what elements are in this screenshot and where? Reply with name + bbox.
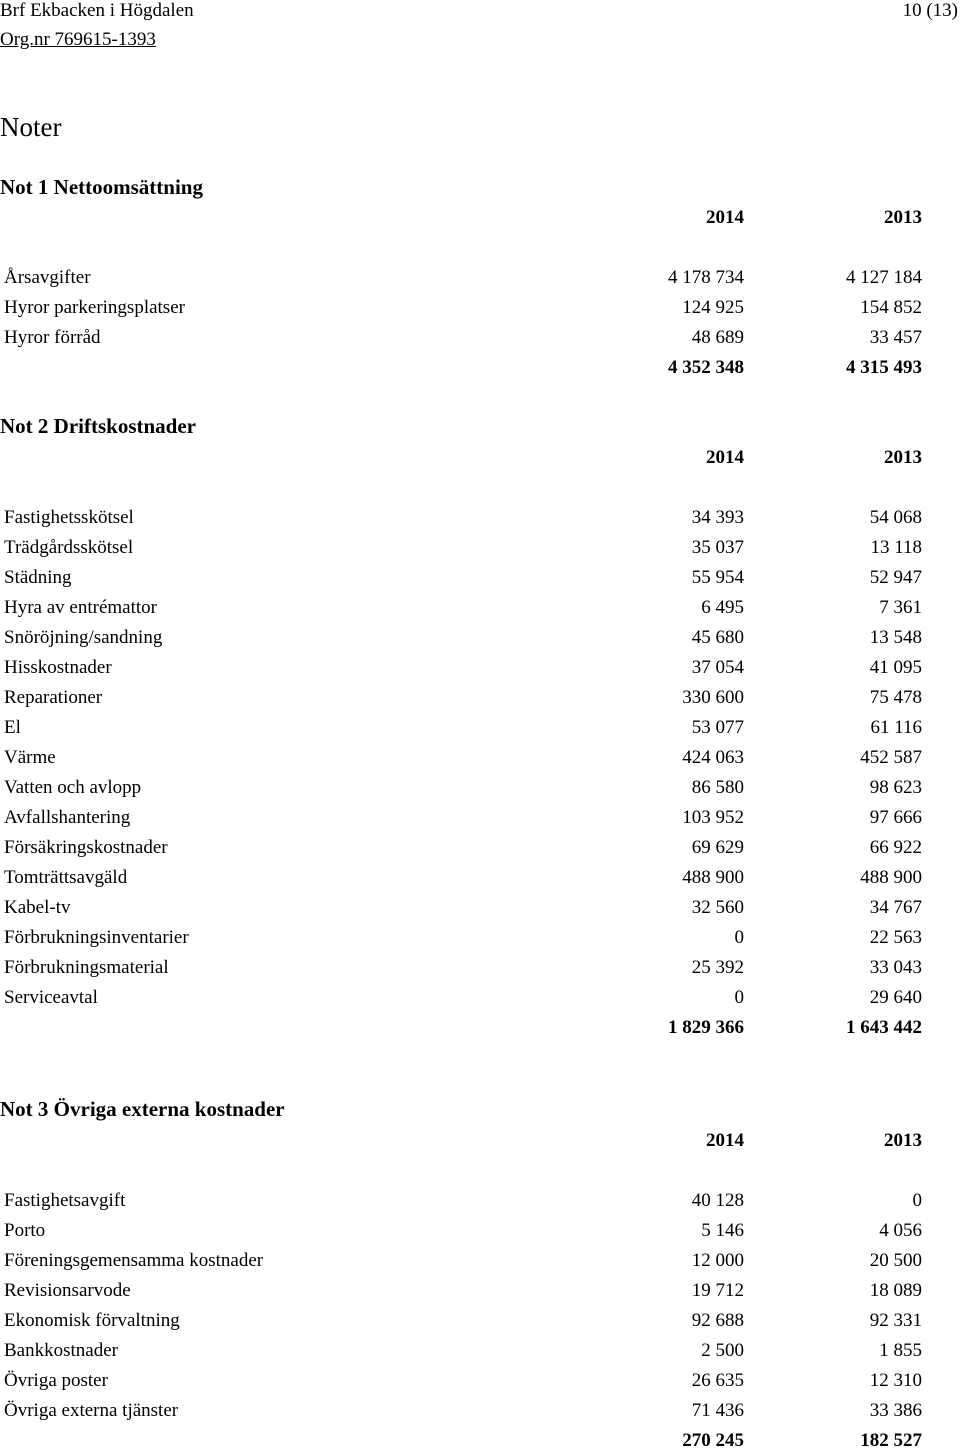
row-value-2014: 55 954 bbox=[691, 567, 744, 588]
row-value-2013: 1 855 bbox=[879, 1340, 922, 1361]
note-2-title: Not 2 Driftskostnader bbox=[0, 414, 196, 438]
row-value-2013: 29 640 bbox=[869, 987, 922, 1008]
row-value-2014: 103 952 bbox=[682, 807, 744, 828]
table-row bbox=[0, 833, 960, 863]
row-label: Revisionsarvode bbox=[4, 1280, 131, 1301]
table-row bbox=[0, 293, 960, 323]
row-value-2013: 452 587 bbox=[860, 747, 922, 768]
total-row bbox=[0, 1013, 960, 1043]
row-value-2014: 37 054 bbox=[691, 657, 744, 678]
row-label: Snöröjning/sandning bbox=[4, 627, 163, 648]
note-1-year-header bbox=[0, 203, 960, 233]
row-value-2014: 0 bbox=[734, 927, 744, 948]
row-value-2013: 33 386 bbox=[869, 1400, 922, 1421]
table-row bbox=[0, 983, 960, 1013]
row-value-2013: 41 095 bbox=[869, 657, 922, 678]
table-row bbox=[0, 1336, 960, 1366]
row-value-2014: 40 128 bbox=[691, 1190, 744, 1211]
row-value-2013: 22 563 bbox=[869, 927, 922, 948]
table-row bbox=[0, 893, 960, 923]
table-row bbox=[0, 1186, 960, 1216]
row-label: Årsavgifter bbox=[4, 267, 91, 288]
table-row bbox=[0, 683, 960, 713]
row-value-2013: 13 118 bbox=[870, 537, 922, 558]
row-label: Hyra av entrémattor bbox=[4, 597, 157, 618]
row-label: Fastighetsskötsel bbox=[4, 507, 134, 528]
row-label: Kabel-tv bbox=[4, 897, 71, 918]
row-value-2014: 12 000 bbox=[691, 1250, 744, 1271]
table-row bbox=[0, 773, 960, 803]
row-value-2014: 0 bbox=[734, 987, 744, 1008]
year-col-1: 2014 bbox=[706, 207, 744, 228]
row-label: Förbrukningsmaterial bbox=[4, 957, 169, 978]
org-number: Org.nr 769615-1393 bbox=[0, 29, 156, 50]
row-value-2014: 69 629 bbox=[691, 837, 744, 858]
row-label: Tomträttsavgäld bbox=[4, 867, 128, 888]
note-3-year-header bbox=[0, 1126, 960, 1156]
row-value-2014: 330 600 bbox=[682, 687, 744, 708]
row-value-2014: 34 393 bbox=[691, 507, 744, 528]
row-value-2014: 35 037 bbox=[691, 537, 744, 558]
total-value-2014: 270 245 bbox=[682, 1430, 744, 1451]
row-value-2014: 32 560 bbox=[691, 897, 744, 918]
year-col-2: 2013 bbox=[884, 1130, 922, 1151]
row-label: Föreningsgemensamma kostnader bbox=[4, 1250, 264, 1271]
year-col-1: 2014 bbox=[706, 1130, 744, 1151]
row-value-2014: 45 680 bbox=[691, 627, 744, 648]
table-row bbox=[0, 953, 960, 983]
row-value-2014: 86 580 bbox=[691, 777, 744, 798]
row-value-2013: 92 331 bbox=[869, 1310, 922, 1331]
row-value-2014: 4 178 734 bbox=[668, 267, 744, 288]
row-label: Övriga poster bbox=[4, 1370, 108, 1391]
row-value-2013: 488 900 bbox=[860, 867, 922, 888]
row-value-2014: 424 063 bbox=[682, 747, 744, 768]
row-value-2013: 61 116 bbox=[870, 717, 922, 738]
row-label: Värme bbox=[4, 747, 56, 768]
row-label: Porto bbox=[4, 1220, 46, 1241]
row-value-2013: 18 089 bbox=[869, 1280, 922, 1301]
total-row bbox=[0, 353, 960, 383]
row-value-2013: 66 922 bbox=[869, 837, 922, 858]
row-value-2013: 4 056 bbox=[879, 1220, 922, 1241]
row-value-2013: 154 852 bbox=[860, 297, 922, 318]
table-row bbox=[0, 503, 960, 533]
row-value-2014: 19 712 bbox=[691, 1280, 744, 1301]
table-row bbox=[0, 563, 960, 593]
table-row bbox=[0, 923, 960, 953]
table-row bbox=[0, 803, 960, 833]
year-col-2: 2013 bbox=[884, 447, 922, 468]
table-row bbox=[0, 263, 960, 293]
row-label: Ekonomisk förvaltning bbox=[4, 1310, 180, 1331]
row-value-2013: 97 666 bbox=[869, 807, 922, 828]
row-value-2013: 75 478 bbox=[869, 687, 922, 708]
total-value-2013: 4 315 493 bbox=[846, 357, 922, 378]
table-row bbox=[0, 1276, 960, 1306]
table-row bbox=[0, 323, 960, 353]
page-number: 10 (13) bbox=[902, 0, 958, 21]
row-label: Vatten och avlopp bbox=[4, 777, 142, 798]
year-col-2: 2013 bbox=[884, 207, 922, 228]
row-label: Hyror förråd bbox=[4, 327, 101, 348]
row-label: Trädgårdsskötsel bbox=[4, 537, 134, 558]
note-3-title: Not 3 Övriga externa kostnader bbox=[0, 1097, 285, 1121]
table-row bbox=[0, 713, 960, 743]
row-label: Försäkringskostnader bbox=[4, 837, 168, 858]
total-row bbox=[0, 1426, 960, 1456]
total-value-2013: 182 527 bbox=[860, 1430, 922, 1451]
page-title: Noter bbox=[0, 112, 62, 142]
row-value-2014: 2 500 bbox=[701, 1340, 744, 1361]
table-row bbox=[0, 1366, 960, 1396]
row-value-2014: 48 689 bbox=[691, 327, 744, 348]
table-row bbox=[0, 623, 960, 653]
row-label: Reparationer bbox=[4, 687, 103, 708]
table-row bbox=[0, 533, 960, 563]
row-label: El bbox=[4, 717, 21, 738]
row-value-2014: 5 146 bbox=[701, 1220, 744, 1241]
row-value-2013: 98 623 bbox=[869, 777, 922, 798]
row-value-2013: 34 767 bbox=[869, 897, 922, 918]
year-col-1: 2014 bbox=[706, 447, 744, 468]
table-row bbox=[0, 1306, 960, 1336]
row-value-2013: 33 457 bbox=[869, 327, 922, 348]
row-value-2013: 0 bbox=[912, 1190, 922, 1211]
table-row bbox=[0, 1216, 960, 1246]
row-label: Serviceavtal bbox=[4, 987, 98, 1008]
row-label: Övriga externa tjänster bbox=[4, 1400, 179, 1421]
company-name: Brf Ekbacken i Högdalen bbox=[0, 0, 194, 21]
table-row bbox=[0, 863, 960, 893]
row-value-2013: 12 310 bbox=[869, 1370, 922, 1391]
row-value-2013: 13 548 bbox=[869, 627, 922, 648]
row-label: Bankkostnader bbox=[4, 1340, 118, 1361]
total-value-2014: 1 829 366 bbox=[668, 1017, 744, 1038]
row-value-2013: 33 043 bbox=[869, 957, 922, 978]
table-row bbox=[0, 743, 960, 773]
row-label: Avfallshantering bbox=[4, 807, 131, 828]
row-value-2014: 92 688 bbox=[691, 1310, 744, 1331]
total-value-2013: 1 643 442 bbox=[846, 1017, 922, 1038]
row-label: Hisskostnader bbox=[4, 657, 112, 678]
row-value-2014: 488 900 bbox=[682, 867, 744, 888]
row-value-2013: 54 068 bbox=[869, 507, 922, 528]
row-value-2014: 71 436 bbox=[691, 1400, 744, 1421]
row-value-2014: 26 635 bbox=[691, 1370, 744, 1391]
total-value-2014: 4 352 348 bbox=[668, 357, 744, 378]
row-label: Städning bbox=[4, 567, 72, 588]
row-value-2014: 6 495 bbox=[701, 597, 744, 618]
row-value-2014: 124 925 bbox=[682, 297, 744, 318]
table-row bbox=[0, 593, 960, 623]
row-label: Fastighetsavgift bbox=[4, 1190, 126, 1211]
note-2-year-header bbox=[0, 443, 960, 473]
row-value-2014: 53 077 bbox=[691, 717, 744, 738]
row-value-2013: 4 127 184 bbox=[846, 267, 922, 288]
note-1-title: Not 1 Nettoomsättning bbox=[0, 175, 203, 199]
table-row bbox=[0, 653, 960, 683]
table-row bbox=[0, 1396, 960, 1426]
row-label: Förbrukningsinventarier bbox=[4, 927, 189, 948]
row-value-2014: 25 392 bbox=[691, 957, 744, 978]
table-row bbox=[0, 1246, 960, 1276]
row-value-2013: 7 361 bbox=[879, 597, 922, 618]
row-label: Hyror parkeringsplatser bbox=[4, 297, 185, 318]
row-value-2013: 20 500 bbox=[869, 1250, 922, 1271]
row-value-2013: 52 947 bbox=[869, 567, 922, 588]
